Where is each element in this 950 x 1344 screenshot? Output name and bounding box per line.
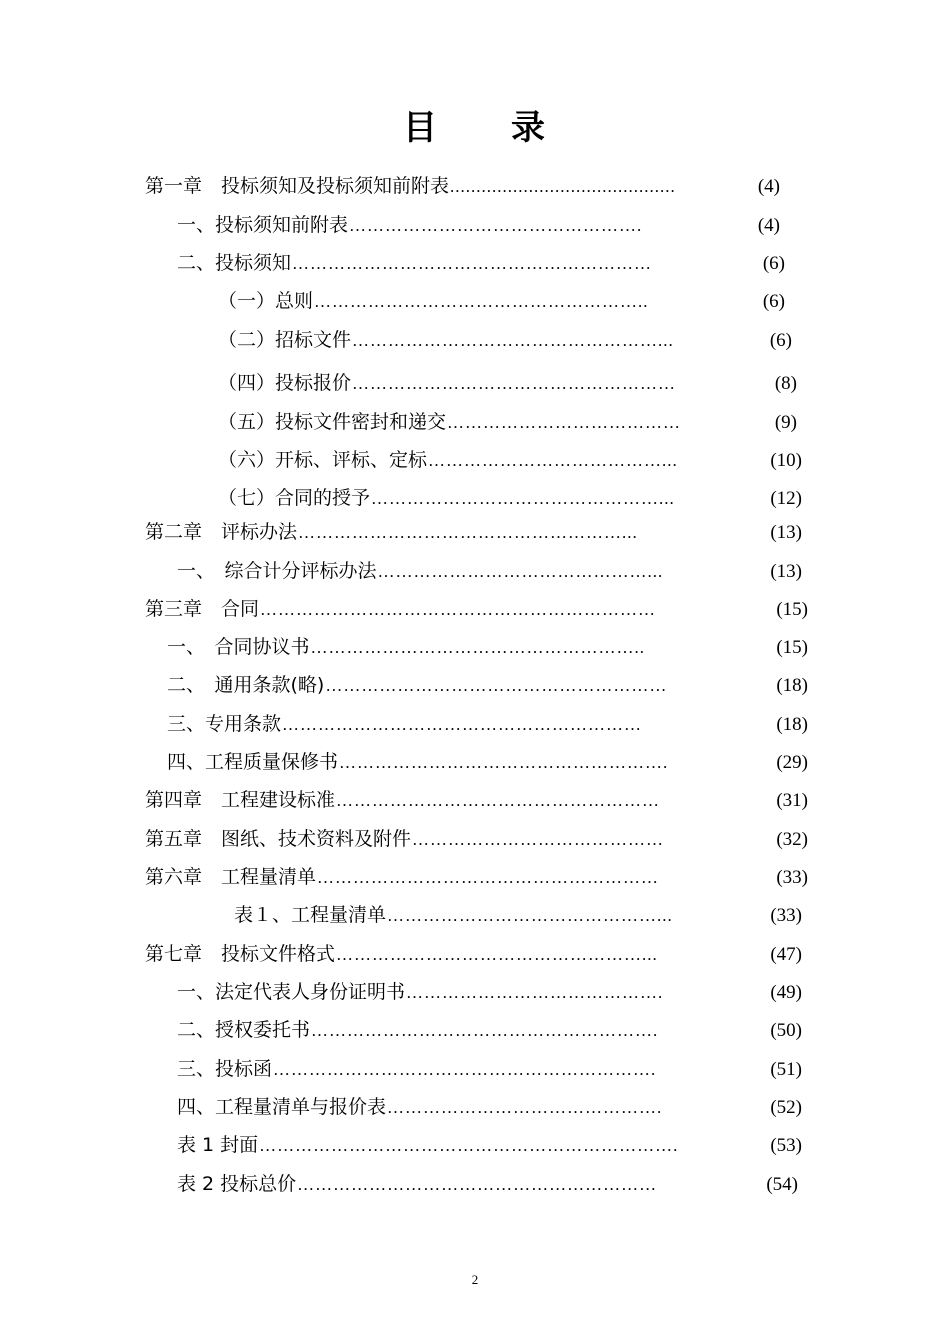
toc-entry-label: 表１、工程量清单 <box>234 904 387 926</box>
toc-entry-page: (51) <box>770 1059 802 1080</box>
toc-entry-page: (15) <box>776 637 808 658</box>
toc-entry-label: （四）投标报价 <box>218 372 352 394</box>
toc-entry-page: (33) <box>776 867 808 888</box>
toc-entry[interactable] <box>218 485 802 511</box>
toc-entry-label: 第七章 投标文件格式 <box>145 943 336 965</box>
toc-entry-label: 四、工程量清单与报价表 <box>177 1096 387 1118</box>
toc-entry-page: (52) <box>770 1097 802 1118</box>
toc-entry-page: (53) <box>770 1135 802 1156</box>
toc-entry-page: (10) <box>770 450 802 471</box>
toc-entry-page: (9) <box>774 412 797 433</box>
toc-entry-page: (18) <box>776 714 808 735</box>
toc-entry-page: (54) <box>766 1174 798 1195</box>
toc-entry-page: (6) <box>762 253 785 274</box>
toc-entry-label: 三、投标函 <box>177 1058 273 1080</box>
toc-entry-leader-dots: ………………………………………... <box>377 562 664 581</box>
toc-entry[interactable] <box>218 447 802 473</box>
toc-entry-page: (13) <box>770 561 802 582</box>
toc-entry-label: 第一章 投标须知及投标须知前附表 <box>145 175 450 197</box>
toc-entry[interactable] <box>177 212 780 238</box>
toc-entry-page: (8) <box>774 373 797 394</box>
toc-entry-page: (4) <box>757 176 780 197</box>
toc-entry-leader-dots: ……………………………………………… <box>352 374 677 393</box>
toc-entry[interactable] <box>177 1171 798 1197</box>
toc-entry-leader-dots: ………………………………………………………. <box>273 1060 657 1079</box>
toc-entry-leader-dots: …………………………………………………… <box>297 1175 658 1194</box>
toc-entry[interactable] <box>167 749 808 775</box>
toc-entry-leader-dots: ………………………………………. <box>387 1098 663 1117</box>
toc-entry-leader-dots: ………………………………… <box>447 413 682 432</box>
toc-entry-label: 第六章 工程量清单 <box>145 866 317 888</box>
toc-entry-page: (13) <box>770 522 802 543</box>
toc-entry[interactable] <box>218 288 785 314</box>
toc-entry[interactable] <box>218 370 797 396</box>
toc-entry[interactable] <box>145 787 808 813</box>
toc-entry-leader-dots: ………………………………………………. <box>339 753 669 772</box>
toc-entry-label: 二、授权委托书 <box>177 1019 311 1041</box>
toc-entry-page: (4) <box>757 215 780 236</box>
toc-entry[interactable] <box>145 596 808 622</box>
toc-entry-label: 第五章 图纸、技术资料及附件 <box>145 828 412 850</box>
toc-entry-page: (49) <box>770 982 802 1003</box>
toc-entry-label: （一）总则 <box>218 290 314 312</box>
toc-entry-leader-dots: …………………………………... <box>428 451 678 470</box>
toc-entry-page: (32) <box>776 829 808 850</box>
toc-entry-leader-dots: ………………………………………………… <box>317 868 660 887</box>
toc-entry[interactable] <box>234 902 802 928</box>
toc-entry[interactable] <box>145 519 802 545</box>
toc-entry[interactable] <box>167 672 808 698</box>
toc-entry-label: 表 2 投标总价 <box>177 1173 297 1195</box>
toc-entry[interactable] <box>177 1056 802 1082</box>
toc-entry-leader-dots: ………………………………………………… <box>325 676 668 695</box>
toc-entry-label: （五）投标文件密封和递交 <box>218 411 447 433</box>
toc-entry[interactable] <box>177 1094 802 1120</box>
toc-entry-label: 一、 合同协议书 <box>167 636 310 658</box>
toc-entry-label: 第三章 合同 <box>145 598 260 620</box>
toc-entry[interactable] <box>177 558 802 584</box>
toc-entry-leader-dots: ……………………………………………….. <box>314 292 649 311</box>
toc-entry[interactable] <box>145 173 780 199</box>
toc-entry[interactable] <box>167 711 808 737</box>
page-number: 2 <box>471 1272 479 1287</box>
toc-entry-label: 一、投标须知前附表 <box>177 214 349 236</box>
toc-entry-leader-dots: ………………………………………... <box>387 906 673 925</box>
toc-entry[interactable] <box>177 1132 802 1158</box>
toc-entry-page: (47) <box>770 944 802 965</box>
toc-entry-leader-dots: ………………………………………………………… <box>260 600 657 619</box>
toc-entry-page: (33) <box>770 905 802 926</box>
toc-entry[interactable] <box>218 409 797 435</box>
toc-entry-page: (31) <box>776 790 808 811</box>
toc-entry[interactable] <box>145 864 808 890</box>
toc-entry-page: (50) <box>770 1020 802 1041</box>
toc-entry-label: 二、投标须知 <box>177 252 292 274</box>
toc-entry-leader-dots: ……………………………………………… <box>336 791 661 810</box>
toc-entry-leader-dots: …………………………………………………… <box>292 254 653 273</box>
toc-entry-page: (29) <box>776 752 808 773</box>
toc-entry-leader-dots: ……………………………………. <box>406 983 664 1002</box>
toc-entry-label: 第四章 工程建设标准 <box>145 789 336 811</box>
toc-entry-page: (6) <box>762 291 785 312</box>
toc-entry-leader-dots: ……………………………………………... <box>336 945 658 964</box>
toc-entry[interactable] <box>177 1017 802 1043</box>
toc-entry-leader-dots: ……………………………………………………………. <box>259 1136 679 1155</box>
toc-entry-label: 二、 通用条款(略) <box>167 674 325 696</box>
toc-entry-label: （二）招标文件 <box>218 329 352 351</box>
toc-entry-page: (18) <box>776 675 808 696</box>
toc-entry-page: (12) <box>770 488 802 509</box>
toc-entry-label: 表 1 封面 <box>177 1134 259 1156</box>
toc-entry[interactable] <box>145 941 802 967</box>
toc-entry-label: （七）合同的授予 <box>218 487 371 509</box>
toc-entry-leader-dots: ........................................... <box>450 177 676 196</box>
toc-entry-label: 第二章 评标办法 <box>145 521 298 543</box>
toc-entry-page: (15) <box>776 599 808 620</box>
toc-entry[interactable] <box>167 634 808 660</box>
toc-entry[interactable] <box>218 327 792 353</box>
toc-entry[interactable] <box>177 250 785 276</box>
toc-entry-leader-dots: ……………………………………………... <box>352 331 674 350</box>
toc-entry-leader-dots: …………………………………………………… <box>282 715 643 734</box>
toc-entry-leader-dots: …………………………………………. <box>349 216 643 235</box>
toc-entry-leader-dots: …………………………………… <box>412 830 665 849</box>
toc-entry-label: 一、 综合计分评标办法 <box>177 560 377 582</box>
toc-entry-label: 三、专用条款 <box>167 713 282 735</box>
toc-entry[interactable] <box>145 826 808 852</box>
toc-entry-label: （六）开标、评标、定标 <box>218 449 428 471</box>
toc-entry-leader-dots: ……………………………………………….. <box>310 638 646 657</box>
toc-entry-label: 一、法定代表人身份证明书 <box>177 981 406 1003</box>
toc-entry-label: 四、工程质量保修书 <box>167 751 339 773</box>
toc-entry-page: (6) <box>769 330 792 351</box>
toc-entry-leader-dots: …………………………………………... <box>371 489 675 508</box>
toc-entry[interactable] <box>177 979 802 1005</box>
page-title: 目 录 <box>403 108 547 148</box>
toc-entry-leader-dots: ………………………………………………... <box>298 523 638 542</box>
toc-entry-leader-dots: …………………………………………………. <box>311 1021 659 1040</box>
